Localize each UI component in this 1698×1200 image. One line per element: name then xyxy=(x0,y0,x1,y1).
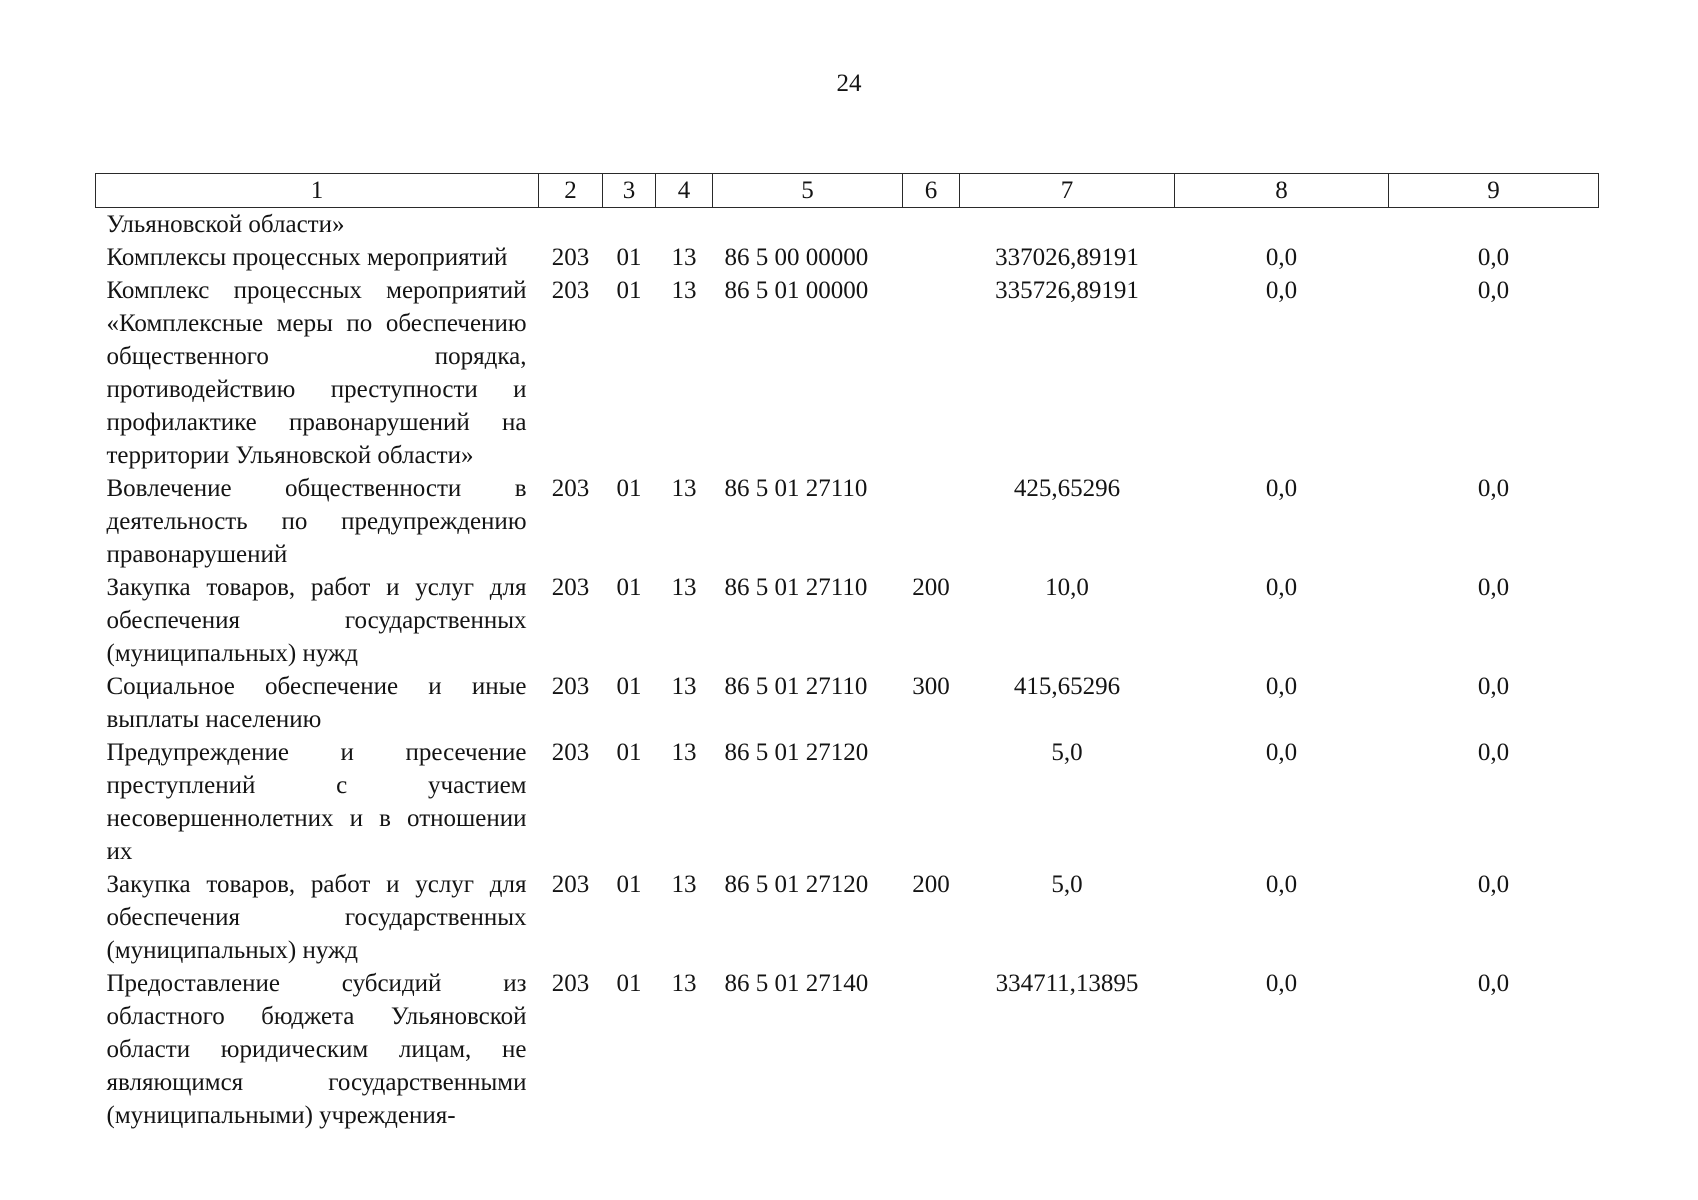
target-article-cell: 86 5 01 27120 xyxy=(724,739,869,766)
column-header-4: 4 xyxy=(656,174,713,208)
table-body xyxy=(96,208,1599,1133)
column-header-9: 9 xyxy=(1389,174,1599,208)
subsection-cell: 13 xyxy=(671,970,697,997)
item-name-cell: Предупреждение и пресечение преступлений с участием несовершеннолетних и в отношении их xyxy=(106,739,527,865)
table-row xyxy=(96,967,1599,1132)
item-name-cell: Комплекс процессных мероприятий «Комплексные меры по обеспечению общественного порядка, противодействию преступности и профилактике правонарушений на территории Ульяновской области» xyxy=(106,277,527,469)
amount-cell: 425,65296 xyxy=(1013,475,1121,502)
amount-cell: 415,65296 xyxy=(1013,673,1121,700)
amount-cell: 337026,89191 xyxy=(995,244,1139,271)
amount-cell: 0,0 xyxy=(1265,244,1298,271)
item-name-cell: Закупка товаров, работ и услуг для обеспечения государственных (муниципальных) нужд xyxy=(106,871,527,964)
expense-type-cell xyxy=(903,736,960,868)
budget-table xyxy=(95,173,1599,1132)
table-row xyxy=(96,868,1599,967)
amount-cell: 0,0 xyxy=(1477,739,1510,766)
table-row xyxy=(96,670,1599,736)
table-header-row xyxy=(96,174,1599,208)
section-cell: 01 xyxy=(616,475,642,502)
amount-cell: 0,0 xyxy=(1477,673,1510,700)
amount-cell: 0,0 xyxy=(1477,244,1510,271)
column-header-5: 5 xyxy=(713,174,903,208)
column-header-1: 1 xyxy=(96,174,539,208)
column-header-8: 8 xyxy=(1175,174,1389,208)
table-row xyxy=(96,241,1599,274)
item-name-cell: Ульяновской области» xyxy=(106,211,345,238)
section-cell: 01 xyxy=(616,739,642,766)
table-row xyxy=(96,571,1599,670)
subsection-cell: 13 xyxy=(671,475,697,502)
amount-cell: 0,0 xyxy=(1477,475,1510,502)
amount-cell: 0,0 xyxy=(1265,970,1298,997)
target-article-cell xyxy=(713,208,903,242)
target-article-cell: 86 5 01 27110 xyxy=(724,475,868,502)
column-header-6: 6 xyxy=(903,174,960,208)
amount-cell: 5,0 xyxy=(1051,871,1083,898)
amount-cell: 10,0 xyxy=(1045,574,1089,601)
expense-type-cell xyxy=(903,472,960,571)
target-article-cell: 86 5 01 27120 xyxy=(724,871,869,898)
target-article-cell: 86 5 01 27110 xyxy=(724,673,868,700)
subsection-cell: 13 xyxy=(671,871,697,898)
subsection-cell: 13 xyxy=(671,739,697,766)
amount-cell: 0,0 xyxy=(1265,475,1298,502)
code-cell: 203 xyxy=(551,871,590,898)
amount-cell: 5,0 xyxy=(1051,739,1083,766)
page-number: 24 xyxy=(836,70,862,97)
target-article-cell: 86 5 01 00000 xyxy=(724,277,869,304)
code-cell: 203 xyxy=(551,277,590,304)
subsection-cell: 13 xyxy=(671,673,697,700)
expense-type-cell xyxy=(903,967,960,1132)
section-cell: 01 xyxy=(616,871,642,898)
column-header-7: 7 xyxy=(960,174,1175,208)
section-cell: 01 xyxy=(616,673,642,700)
amount-cell xyxy=(1389,208,1599,242)
code-cell: 203 xyxy=(551,970,590,997)
amount-cell: 0,0 xyxy=(1265,871,1298,898)
amount-cell: 0,0 xyxy=(1265,739,1298,766)
amount-cell: 0,0 xyxy=(1477,277,1510,304)
expense-type-cell xyxy=(903,241,960,274)
amount-cell: 0,0 xyxy=(1477,574,1510,601)
item-name-cell: Закупка товаров, работ и услуг для обеспечения государственных (муниципальных) нужд xyxy=(106,574,527,667)
code-cell: 203 xyxy=(551,673,590,700)
amount-cell: 0,0 xyxy=(1265,673,1298,700)
amount-cell: 335726,89191 xyxy=(995,277,1139,304)
amount-cell: 0,0 xyxy=(1477,970,1510,997)
target-article-cell: 86 5 00 00000 xyxy=(724,244,869,271)
table-row xyxy=(96,274,1599,472)
target-article-cell: 86 5 01 27140 xyxy=(724,970,869,997)
code-cell: 203 xyxy=(551,574,590,601)
item-name-cell: Комплексы процессных мероприятий xyxy=(106,244,508,271)
item-name-cell: Предоставление субсидий из областного бюджета Ульяновской области юридическим лицам, не являющимся государственными (муниципальными) учреждения- xyxy=(106,970,527,1129)
amount-cell: 334711,13895 xyxy=(995,970,1139,997)
table-row xyxy=(96,208,1599,242)
column-header-3: 3 xyxy=(603,174,656,208)
section-cell: 01 xyxy=(616,970,642,997)
item-name-cell: Социальное обеспечение и иные выплаты населению xyxy=(106,673,527,733)
table-row xyxy=(96,736,1599,868)
section-cell: 01 xyxy=(616,244,642,271)
expense-type-cell: 200 xyxy=(912,871,950,898)
subsection-cell: 13 xyxy=(671,574,697,601)
expense-type-cell xyxy=(903,208,960,242)
expense-type-cell: 200 xyxy=(912,574,950,601)
section-cell: 01 xyxy=(616,574,642,601)
amount-cell xyxy=(1175,208,1389,242)
subsection-cell: 13 xyxy=(671,277,697,304)
item-name-cell: Вовлечение общественности в деятельность по предупреждению правонарушений xyxy=(106,475,527,568)
subsection-cell xyxy=(656,208,713,242)
amount-cell xyxy=(960,208,1175,242)
amount-cell: 0,0 xyxy=(1265,277,1298,304)
subsection-cell: 13 xyxy=(671,244,697,271)
amount-cell: 0,0 xyxy=(1477,871,1510,898)
column-header-2: 2 xyxy=(539,174,603,208)
expense-type-cell: 300 xyxy=(912,673,950,700)
code-cell xyxy=(539,208,603,242)
table-row xyxy=(96,472,1599,571)
code-cell: 203 xyxy=(551,739,590,766)
section-cell: 01 xyxy=(616,277,642,304)
amount-cell: 0,0 xyxy=(1265,574,1298,601)
code-cell: 203 xyxy=(551,244,590,271)
expense-type-cell xyxy=(903,274,960,472)
code-cell: 203 xyxy=(551,475,590,502)
section-cell xyxy=(603,208,656,242)
target-article-cell: 86 5 01 27110 xyxy=(724,574,868,601)
